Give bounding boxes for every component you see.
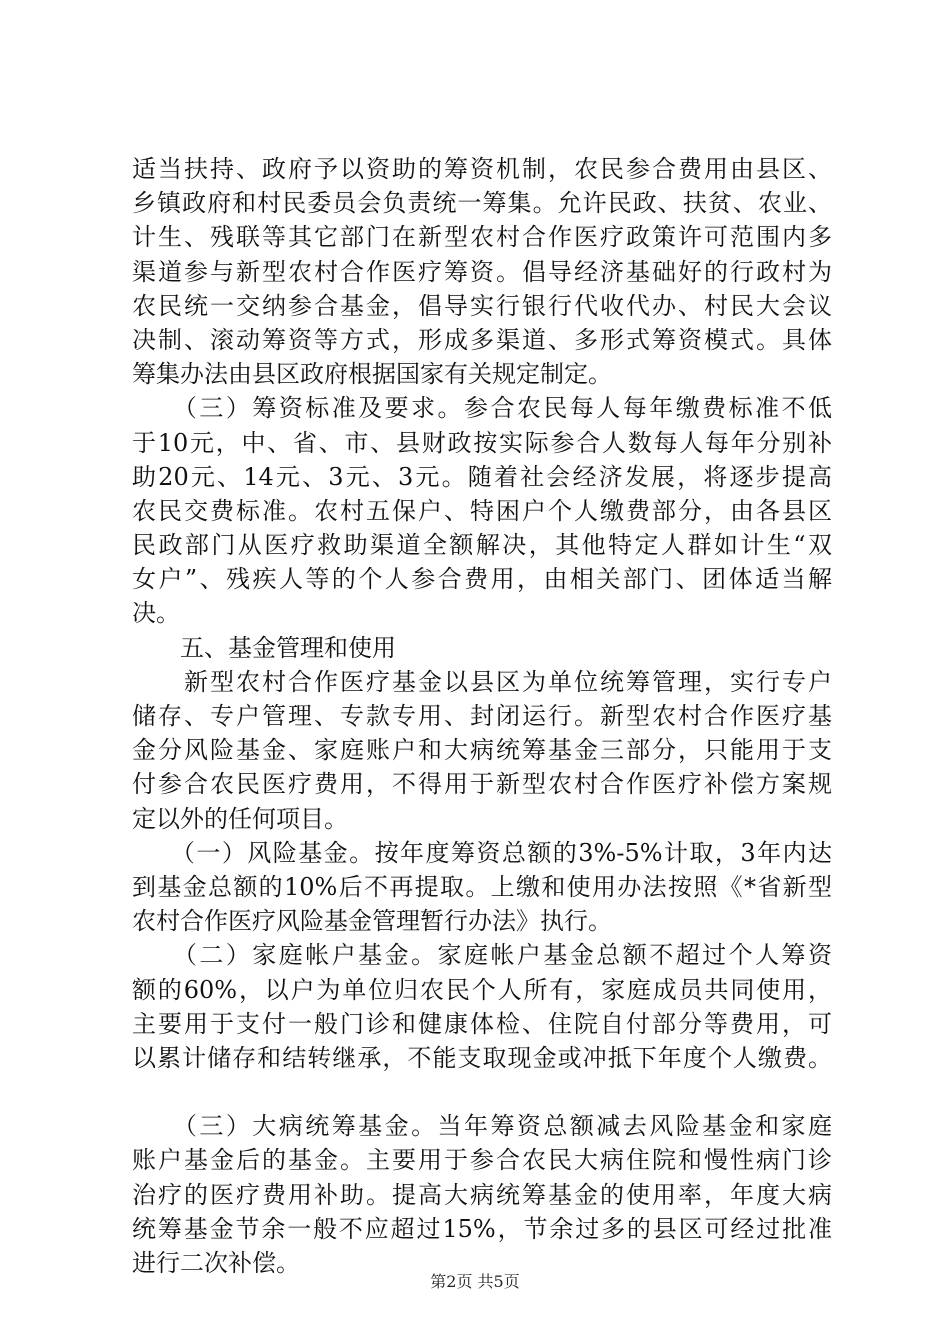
text-line: 乡镇政府和村民委员会负责统一筹集。允许民政、扶贫、农业、 <box>132 189 832 218</box>
text-line: 农民交费标准。农村五保户、特困户个人缴费部分，由各县区 <box>132 496 832 525</box>
text-line: 渠道参与新型农村合作医疗筹资。倡导经济基础好的行政村为 <box>132 257 832 286</box>
text-line: 主要用于支付一般门诊和健康体检、住院自付部分等费用，可 <box>132 1009 832 1038</box>
text-line: 适当扶持、政府予以资助的筹资机制，农民参合费用由县区、 <box>132 155 832 183</box>
text-line: 决。 <box>132 599 180 628</box>
text-line: 农村合作医疗风险基金管理暂行办法》执行。 <box>132 907 612 936</box>
text-line: （三）大病统筹基金。当年筹资总额减去风险基金和家庭 <box>132 1112 832 1141</box>
text-line: 于10元，中、省、市、县财政按实际参合人数每人每年分别补 <box>132 428 832 457</box>
text-line: 女户”、残疾人等的个人参合费用，由相关部门、团体适当解 <box>132 565 832 594</box>
text-line: 付参合农民医疗费用，不得用于新型农村合作医疗补偿方案规 <box>132 770 832 799</box>
document-body <box>132 152 832 1280</box>
text-line: 农民统一交纳参合基金，倡导实行银行代收代办、村民大会议 <box>132 291 832 320</box>
text-line: 金分风险基金、家庭账户和大病统筹基金三部分，只能用于支 <box>132 736 832 765</box>
text-line: （二）家庭帐户基金。家庭帐户基金总额不超过个人筹资 <box>132 941 832 970</box>
text-line: 储存、专户管理、专款专用、封闭运行。新型农村合作医疗基 <box>132 702 832 730</box>
text-line: 治疗的医疗费用补助。提高大病统筹基金的使用率，年度大病 <box>132 1180 832 1209</box>
section-heading: 五、基金管理和使用 <box>132 633 396 662</box>
text-line: 助20元、14元、3元、3元。随着社会经济发展，将逐步提高 <box>132 462 832 491</box>
text-line: 进行二次补偿。 <box>132 1249 300 1277</box>
text-line: 定以外的任何项目。 <box>132 804 348 833</box>
text-line: 决制、滚动筹资等方式，形成多渠道、多形式筹资模式。具体 <box>132 325 832 354</box>
text-line: 额的60%，以户为单位归农民个人所有，家庭成员共同使用， <box>132 975 832 1004</box>
text-line: 筹集办法由县区政府根据国家有关规定制定。 <box>132 360 612 389</box>
text-line: 新型农村合作医疗基金以县区为单位统筹管理，实行专户 <box>132 667 832 696</box>
blank-line <box>132 1075 832 1109</box>
text-line: 以累计储存和结转继承，不能支取现金或冲抵下年度个人缴费。 <box>132 1043 832 1072</box>
text-line: 账户基金后的基金。主要用于参合农民大病住院和慢性病门诊 <box>132 1146 832 1175</box>
text-line: 计生、残联等其它部门在新型农村合作医疗政策许可范围内多 <box>132 223 832 252</box>
text-line: 民政部门从医疗救助渠道全额解决，其他特定人群如计生“双 <box>132 531 832 560</box>
text-line: 统筹基金节余一般不应超过15%，节余过多的县区可经过批准 <box>132 1214 832 1243</box>
text-line: （三）筹资标准及要求。参合农民每人每年缴费标准不低 <box>132 394 832 423</box>
text-line: 到基金总额的10%后不再提取。上缴和使用办法按照《*省新型 <box>132 872 832 901</box>
page-footer: 第2页 共5页 <box>430 1272 520 1291</box>
text-line: （一）风险基金。按年度筹资总额的3%-5%计取，3年内达 <box>132 838 832 867</box>
